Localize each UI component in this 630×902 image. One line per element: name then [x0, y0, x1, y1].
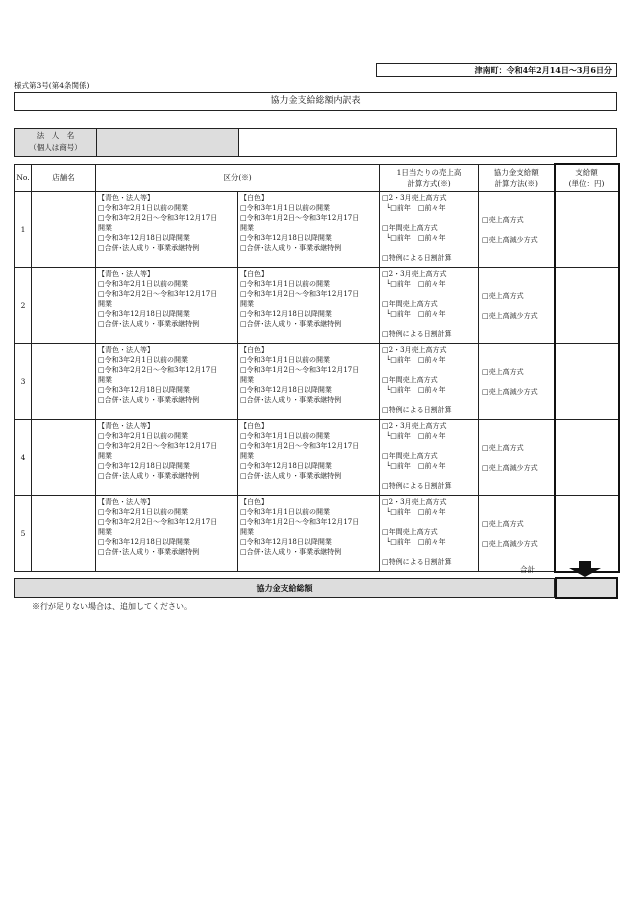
calc-option-monthly-year[interactable]: └□前年 □前々年 — [386, 508, 446, 516]
header-payment-method — [479, 164, 555, 192]
corporate-name-label-line1: 法 人 名 — [36, 131, 75, 140]
calc-method-cell — [380, 496, 479, 572]
blue-option-1[interactable]: □令和3年2月1日以前の開業 — [98, 356, 188, 364]
row-number: 3 — [15, 344, 32, 420]
store-name-cell[interactable] — [32, 496, 96, 572]
blue-option-3[interactable]: □令和3年12月18日以降開業 — [98, 538, 190, 546]
header-store: 店舗名 — [32, 164, 96, 192]
blue-option-2[interactable]: □令和3年2月2日～令和3年12月17日 — [98, 518, 218, 526]
white-option-4[interactable]: □合併･法人成り・事業承継特例 — [240, 548, 342, 556]
calc-option-monthly[interactable]: □2・3月売上高方式 — [382, 498, 447, 506]
blue-option-3[interactable]: □令和3年12月18日以降開業 — [98, 310, 190, 318]
calc-option-monthly[interactable]: □2・3月売上高方式 — [382, 422, 447, 430]
white-option-2[interactable]: □令和3年1月2日～令和3年12月17日 — [240, 366, 360, 374]
calc-option-monthly[interactable]: □2・3月売上高方式 — [382, 346, 447, 354]
method-option-decrease[interactable]: □売上高減少方式 — [482, 539, 538, 548]
white-option-2-cont: 開業 — [240, 300, 254, 308]
calc-option-annual[interactable]: □年間売上高方式 — [382, 376, 438, 384]
row-number: 4 — [15, 420, 32, 496]
blue-option-2-cont: 開業 — [98, 528, 112, 536]
calc-method-cell — [380, 268, 479, 344]
amount-cell[interactable] — [555, 420, 619, 496]
blue-category-cell — [96, 192, 238, 268]
blue-category-cell — [96, 496, 238, 572]
white-option-2[interactable]: □令和3年1月2日～令和3年12月17日 — [240, 290, 360, 298]
calc-option-annual[interactable]: □年間売上高方式 — [382, 452, 438, 460]
total-payment-label: 協力金支給総額 — [14, 578, 555, 598]
row-number: 2 — [15, 268, 32, 344]
calc-method-cell — [380, 192, 479, 268]
header-amount-line2: (単位：円) — [568, 179, 605, 188]
header-calc-method — [380, 164, 479, 192]
breakdown-table — [14, 163, 620, 573]
amount-cell[interactable] — [555, 192, 619, 268]
store-name-cell[interactable] — [32, 192, 96, 268]
down-arrow-icon — [568, 561, 602, 577]
method-option-sales[interactable]: □売上高方式 — [482, 291, 524, 300]
blue-option-1[interactable]: □令和3年2月1日以前の開業 — [98, 204, 188, 212]
blue-option-4[interactable]: □合併･法人成り・事業承継特例 — [98, 472, 200, 480]
calc-option-special[interactable]: □特例による日割計算 — [382, 330, 452, 338]
white-option-2[interactable]: □令和3年1月2日～令和3年12月17日 — [240, 518, 360, 526]
white-option-1[interactable]: □令和3年1月1日以前の開業 — [240, 356, 330, 364]
white-category-cell — [238, 268, 380, 344]
calc-option-special[interactable]: □特例による日割計算 — [382, 558, 452, 566]
blue-title: 【青色・法人等】 — [98, 346, 154, 354]
white-option-2[interactable]: □令和3年1月2日～令和3年12月17日 — [240, 442, 360, 450]
white-title: 【白色】 — [240, 346, 268, 354]
blue-option-1[interactable]: □令和3年2月1日以前の開業 — [98, 280, 188, 288]
white-option-4[interactable]: □合併･法人成り・事業承継特例 — [240, 396, 342, 404]
blue-title: 【青色・法人等】 — [98, 194, 154, 202]
payment-method-cell — [479, 420, 555, 496]
total-payment-field[interactable] — [555, 577, 618, 599]
blue-title: 【青色・法人等】 — [98, 422, 154, 430]
store-name-cell[interactable] — [32, 344, 96, 420]
calc-option-monthly[interactable]: □2・3月売上高方式 — [382, 270, 447, 278]
white-title: 【白色】 — [240, 194, 268, 202]
blue-option-4[interactable]: □合併･法人成り・事業承継特例 — [98, 396, 200, 404]
blue-category-cell — [96, 344, 238, 420]
store-name-cell[interactable] — [32, 268, 96, 344]
corporate-name-label-line2: （個人は商号） — [29, 143, 82, 152]
blue-option-2-cont: 開業 — [98, 300, 112, 308]
white-option-2-cont: 開業 — [240, 224, 254, 232]
blue-option-3[interactable]: □令和3年12月18日以降開業 — [98, 462, 190, 470]
document-title: 協力金支給総額内訳表 — [14, 92, 617, 111]
calc-option-annual-year[interactable]: └□前年 □前々年 — [386, 538, 446, 546]
calc-option-annual-year[interactable]: └□前年 □前々年 — [386, 386, 446, 394]
calc-option-special[interactable]: □特例による日割計算 — [382, 254, 452, 262]
white-option-3[interactable]: □令和3年12月18日以降開業 — [240, 234, 332, 242]
table-row — [15, 192, 619, 268]
white-category-cell — [238, 344, 380, 420]
method-option-decrease[interactable]: □売上高減少方式 — [482, 387, 538, 396]
white-category-cell — [238, 420, 380, 496]
white-option-1[interactable]: □令和3年1月1日以前の開業 — [240, 280, 330, 288]
blue-option-2[interactable]: □令和3年2月2日～令和3年12月17日 — [98, 214, 218, 222]
blue-option-4[interactable]: □合併･法人成り・事業承継特例 — [98, 548, 200, 556]
table-row — [15, 268, 619, 344]
white-option-2-cont: 開業 — [240, 452, 254, 460]
white-option-2-cont: 開業 — [240, 528, 254, 536]
payment-method-cell — [479, 496, 555, 572]
white-option-1[interactable]: □令和3年1月1日以前の開業 — [240, 508, 330, 516]
store-name-cell[interactable] — [32, 420, 96, 496]
blue-option-2-cont: 開業 — [98, 376, 112, 384]
method-option-sales[interactable]: □売上高方式 — [482, 443, 524, 452]
blue-category-cell — [96, 420, 238, 496]
method-option-sales[interactable]: □売上高方式 — [482, 519, 524, 528]
calc-option-annual[interactable]: □年間売上高方式 — [382, 300, 438, 308]
form-number: 様式第3号(第4条関係) — [14, 81, 90, 90]
method-option-decrease[interactable]: □売上高減少方式 — [482, 463, 538, 472]
calc-option-special[interactable]: □特例による日割計算 — [382, 482, 452, 490]
amount-cell[interactable] — [555, 344, 619, 420]
white-option-3[interactable]: □令和3年12月18日以降開業 — [240, 462, 332, 470]
table-row — [15, 344, 619, 420]
row-number: 5 — [15, 496, 32, 572]
white-title: 【白色】 — [240, 270, 268, 278]
calc-method-cell — [380, 344, 479, 420]
period-label: 津南町：令和4年2月14日～3月6日分 — [376, 63, 617, 77]
white-category-cell — [238, 192, 380, 268]
white-title: 【白色】 — [240, 422, 268, 430]
header-amount-line1: 支給額 — [575, 168, 598, 177]
blue-option-2[interactable]: □令和3年2月2日～令和3年12月17日 — [98, 290, 218, 298]
white-option-4[interactable]: □合併･法人成り・事業承継特例 — [240, 244, 342, 252]
calc-method-cell — [380, 420, 479, 496]
calc-option-monthly-year[interactable]: └□前年 □前々年 — [386, 280, 446, 288]
calc-option-annual[interactable]: □年間売上高方式 — [382, 224, 438, 232]
blue-category-cell — [96, 268, 238, 344]
calc-option-monthly-year[interactable]: └□前年 □前々年 — [386, 432, 446, 440]
row-number: 1 — [15, 192, 32, 268]
blue-title: 【青色・法人等】 — [98, 270, 154, 278]
white-option-1[interactable]: □令和3年1月1日以前の開業 — [240, 432, 330, 440]
corporate-name-label — [15, 129, 97, 156]
blue-option-1[interactable]: □令和3年2月1日以前の開業 — [98, 508, 188, 516]
header-category: 区分(※) — [96, 164, 380, 192]
blue-option-3[interactable]: □令和3年12月18日以降開業 — [98, 386, 190, 394]
blue-title: 【青色・法人等】 — [98, 498, 154, 506]
white-option-3[interactable]: □令和3年12月18日以降開業 — [240, 538, 332, 546]
table-row — [15, 420, 619, 496]
calc-option-monthly[interactable]: □2・3月売上高方式 — [382, 194, 447, 202]
white-option-3[interactable]: □令和3年12月18日以降開業 — [240, 310, 332, 318]
white-option-4[interactable]: □合併･法人成り・事業承継特例 — [240, 320, 342, 328]
table-row — [15, 496, 619, 572]
calc-option-special[interactable]: □特例による日割計算 — [382, 406, 452, 414]
method-option-decrease[interactable]: □売上高減少方式 — [482, 311, 538, 320]
method-option-sales[interactable]: □売上高方式 — [482, 367, 524, 376]
blue-option-2-cont: 開業 — [98, 452, 112, 460]
method-option-sales[interactable]: □売上高方式 — [482, 215, 524, 224]
calc-option-annual-year[interactable]: └□前年 □前々年 — [386, 462, 446, 470]
calc-option-monthly-year[interactable]: └□前年 □前々年 — [386, 204, 446, 212]
sum-label: 合計 — [520, 565, 535, 574]
header-no: No. — [15, 164, 32, 192]
blue-option-3[interactable]: □令和3年12月18日以降開業 — [98, 234, 190, 242]
footnote: ※行が足りない場合は、追加してください。 — [32, 602, 192, 611]
amount-cell[interactable] — [555, 268, 619, 344]
header-calc-line1: 1日当たりの売上高 — [396, 167, 462, 177]
blue-option-2[interactable]: □令和3年2月2日～令和3年12月17日 — [98, 366, 218, 374]
blue-option-4[interactable]: □合併･法人成り・事業承継特例 — [98, 244, 200, 252]
blue-option-2-cont: 開業 — [98, 224, 112, 232]
payment-method-cell — [479, 192, 555, 268]
blue-option-2[interactable]: □令和3年2月2日～令和3年12月17日 — [98, 442, 218, 450]
calc-option-annual[interactable]: □年間売上高方式 — [382, 528, 438, 536]
payment-method-cell — [479, 268, 555, 344]
calc-option-annual-year[interactable]: └□前年 □前々年 — [386, 234, 446, 242]
corporate-name-field[interactable] — [97, 129, 239, 156]
white-option-4[interactable]: □合併･法人成り・事業承継特例 — [240, 472, 342, 480]
corporate-name-row — [14, 128, 617, 157]
header-method-line1: 協力金支給額 — [493, 167, 539, 177]
header-method-line2: 計算方法(※) — [494, 178, 538, 188]
header-calc-line2: 計算方式(※) — [407, 178, 451, 188]
white-option-3[interactable]: □令和3年12月18日以降開業 — [240, 386, 332, 394]
white-category-cell — [238, 496, 380, 572]
white-option-2[interactable]: □令和3年1月2日～令和3年12月17日 — [240, 214, 360, 222]
calc-option-annual-year[interactable]: └□前年 □前々年 — [386, 310, 446, 318]
method-option-decrease[interactable]: □売上高減少方式 — [482, 235, 538, 244]
calc-option-monthly-year[interactable]: └□前年 □前々年 — [386, 356, 446, 364]
payment-method-cell — [479, 344, 555, 420]
white-option-1[interactable]: □令和3年1月1日以前の開業 — [240, 204, 330, 212]
white-title: 【白色】 — [240, 498, 268, 506]
blue-option-1[interactable]: □令和3年2月1日以前の開業 — [98, 432, 188, 440]
header-amount — [555, 164, 619, 192]
white-option-2-cont: 開業 — [240, 376, 254, 384]
blue-option-4[interactable]: □合併･法人成り・事業承継特例 — [98, 320, 200, 328]
